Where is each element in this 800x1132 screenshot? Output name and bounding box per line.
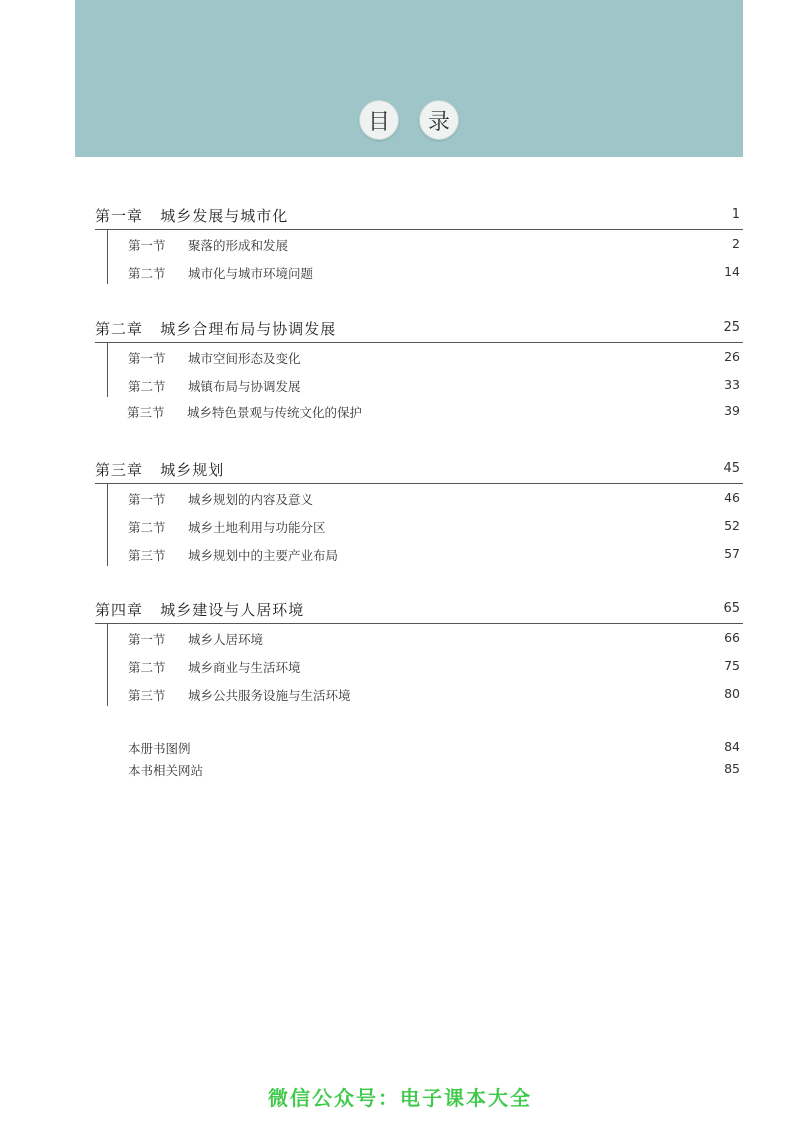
section-label: 第二节 — [128, 266, 166, 281]
toc-entry[interactable] — [108, 652, 743, 680]
toc-entry-legend[interactable] — [128, 737, 743, 759]
footer-watermark: 微信公众号：电子课本大全 — [268, 1086, 532, 1110]
section-title: 城乡规划中的主要产业布局 — [188, 548, 339, 563]
section-title: 城乡土地利用与功能分区 — [188, 520, 326, 535]
section-label: 第一节 — [128, 238, 166, 253]
chapter-1 — [95, 203, 743, 284]
chapter-heading[interactable] — [95, 457, 743, 484]
section-list — [107, 484, 743, 566]
section-page-number: 52 — [724, 518, 740, 533]
toc-entry[interactable] — [108, 484, 743, 512]
section-title: 城市化与城市环境问题 — [188, 266, 314, 281]
section-list — [107, 624, 743, 706]
section-page-number: 39 — [724, 403, 740, 418]
toc-entry[interactable] — [108, 258, 743, 284]
chapter-2 — [95, 316, 743, 423]
entry-page-number: 84 — [724, 739, 740, 754]
chapter-title: 第三章 城乡规划 — [95, 461, 225, 479]
entry-title: 本册书图例 — [128, 741, 191, 756]
section-title: 城乡规划的内容及意义 — [188, 492, 314, 507]
toc-entry[interactable] — [108, 512, 743, 540]
section-label: 第三节 — [128, 548, 166, 563]
section-label: 第二节 — [128, 379, 166, 394]
section-title: 城乡公共服务设施与生活环境 — [188, 688, 351, 703]
chapter-page-number: 1 — [731, 207, 740, 222]
section-list — [107, 230, 743, 284]
section-label: 第一节 — [128, 632, 166, 647]
section-page-number: 2 — [732, 236, 740, 251]
header-banner — [75, 0, 743, 157]
chapter-title: 第二章 城乡合理布局与协调发展 — [95, 320, 337, 338]
chapter-heading[interactable] — [95, 316, 743, 343]
toc-entry-websites[interactable] — [128, 759, 743, 781]
section-page-number: 46 — [724, 490, 740, 505]
section-page-number: 33 — [724, 377, 740, 392]
entry-page-number: 85 — [724, 761, 740, 776]
section-label: 第一节 — [128, 351, 166, 366]
chapter-page-number: 45 — [723, 461, 740, 476]
toc-entry[interactable] — [108, 343, 743, 371]
section-page-number: 66 — [724, 630, 740, 645]
toc-entry[interactable] — [108, 624, 743, 652]
toc-entry[interactable] — [108, 680, 743, 706]
section-label: 第三节 — [127, 405, 165, 420]
chapter-page-number: 25 — [723, 320, 740, 335]
chapter-title: 第一章 城乡发展与城市化 — [95, 207, 289, 225]
section-page-number: 80 — [724, 686, 740, 701]
section-title: 聚落的形成和发展 — [188, 238, 289, 253]
section-label: 第二节 — [128, 520, 166, 535]
section-page-number: 14 — [724, 264, 740, 279]
chapter-heading[interactable] — [95, 203, 743, 230]
section-title: 城乡特色景观与传统文化的保护 — [187, 405, 363, 420]
toc-entry[interactable] — [108, 371, 743, 397]
section-page-number: 26 — [724, 349, 740, 364]
chapter-3 — [95, 457, 743, 566]
section-label: 第二节 — [128, 660, 166, 675]
section-title: 城乡商业与生活环境 — [188, 660, 301, 675]
page-title — [75, 100, 743, 140]
toc-entry[interactable] — [108, 230, 743, 258]
title-char-2: 录 — [419, 100, 459, 140]
chapter-title: 第四章 城乡建设与人居环境 — [95, 601, 305, 619]
toc-entry[interactable] — [108, 540, 743, 566]
section-page-number: 57 — [724, 546, 740, 561]
title-char-1: 目 — [359, 100, 399, 140]
section-page-number: 75 — [724, 658, 740, 673]
toc-entry[interactable] — [107, 397, 743, 423]
section-list — [107, 343, 743, 397]
section-title: 城乡人居环境 — [188, 632, 264, 647]
chapter-4 — [95, 597, 743, 706]
section-label: 第一节 — [128, 492, 166, 507]
section-title: 城镇布局与协调发展 — [188, 379, 301, 394]
entry-title: 本书相关网站 — [128, 763, 204, 778]
section-title: 城市空间形态及变化 — [188, 351, 301, 366]
chapter-heading[interactable] — [95, 597, 743, 624]
chapter-page-number: 65 — [723, 601, 740, 616]
section-label: 第三节 — [128, 688, 166, 703]
